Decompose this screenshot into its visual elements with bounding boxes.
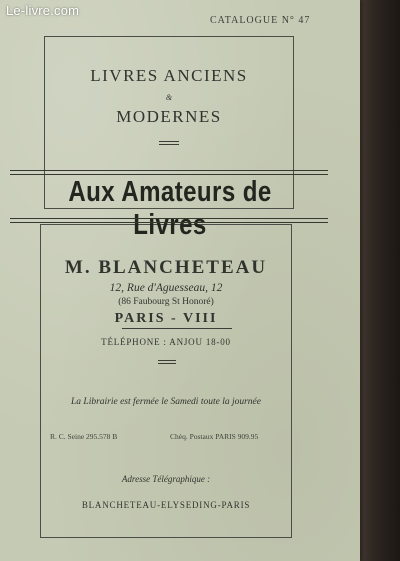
telegraph-address: BLANCHETEAU-ELYSEDING-PARIS	[81, 500, 251, 510]
heading-ornament-rule	[159, 141, 179, 145]
book-edge-background	[356, 0, 400, 561]
city: PARIS - VIII	[114, 311, 218, 326]
address-line-2: (86 Faubourg St Honoré)	[118, 297, 214, 307]
telegraph-label: Adresse Télégraphique :	[121, 474, 211, 484]
postal-cheques: Chèq. Postaux PARIS 909.95	[170, 432, 259, 441]
registry-number: R. C. Seine 295.578 B	[50, 432, 118, 441]
heading-line-1: LIVRES ANCIENS	[90, 66, 248, 85]
telephone: TÉLÉPHONE : ANJOU 18-00	[101, 337, 231, 347]
address-line-1: 12, Rue d'Aguesseau, 12	[109, 282, 223, 294]
address-ornament-rule	[158, 360, 176, 364]
title-rule-bottom	[10, 218, 328, 223]
catalogue-number: CATALOGUE N° 47	[210, 15, 311, 26]
title-rule-top	[10, 170, 328, 175]
watermark: Le-livre.com	[6, 3, 80, 18]
bookseller-name: M. BLANCHETEAU	[64, 257, 268, 278]
closing-notice: La Librairie est fermée le Samedi toute la journée	[71, 397, 261, 407]
heading-line-2: MODERNES	[116, 107, 222, 126]
main-title: Aux Amateurs de Livres	[68, 176, 272, 241]
city-underline	[122, 328, 232, 329]
heading-ampersand: &	[165, 93, 173, 102]
